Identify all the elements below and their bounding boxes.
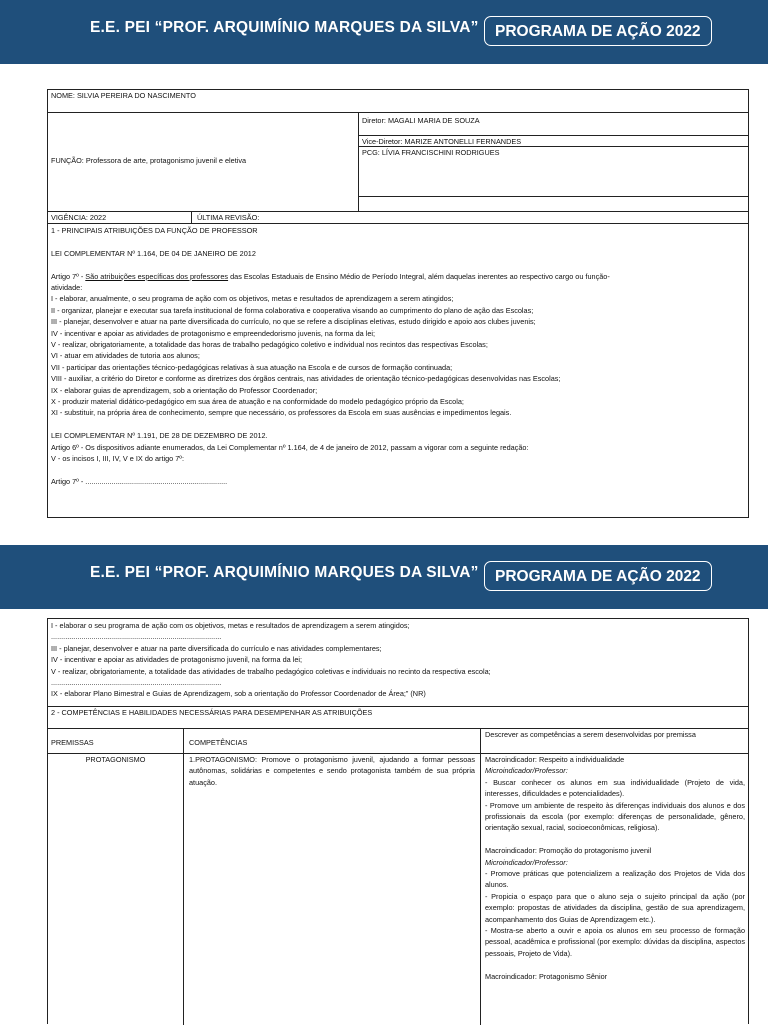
- atribuicao-item: XI - substituir, na própria área de conhecimento, sempre que necessário, os professores da Escola em suas ausências e impedimentos legais.: [51, 408, 512, 418]
- artigo7-cont: atividade:: [51, 283, 83, 292]
- diretor-field: Diretor: MAGALI MARIA DE SOUZA: [362, 116, 480, 125]
- section2-title: 2 - COMPETÊNCIAS E HABILIDADES NECESSÁRIAS PARA DESEMPENHAR AS ATRIBUIÇÕES: [51, 708, 373, 717]
- nome-row: [48, 90, 748, 113]
- macro2-title: Macroindicador: Promoção do protagonismo juvenil: [485, 846, 652, 856]
- lei1-title: LEI COMPLEMENTAR Nº 1.164, DE 04 DE JANEIRO DE 2012: [51, 248, 256, 258]
- funcao-row: [48, 113, 748, 212]
- vigencia-field: VIGÊNCIA: 2022: [51, 213, 107, 222]
- school-name-2: E.E. PEI “PROF. ARQUIMÍNIO MARQUES DA SILVA”: [90, 564, 479, 581]
- atribuicao-item: IX - elaborar guias de aprendizagem, sob a orientação do Professor Coordenador;: [51, 385, 318, 395]
- lei2-artigo6: Artigo 6º - Os dispositivos adiante enumerados, da Lei Complementar nº 1.164, de 4 de janeiro de 2012, passam a vigorar com a seguinte redação:: [51, 442, 529, 452]
- lei-line: IX - elaborar Plano Bimestral e Guias de Aprendizagem, sob a orientação do Professor Coordenador de Área;” (NR): [51, 689, 426, 699]
- competencia-text: 1.PROTAGONISMO: Promove o protagonismo juvenil, ajudando a formar pessoas autônomas, solidárias e competentes e sendo protagonista também de sua própria atuação.: [189, 755, 475, 787]
- atribuicao-item: VIII - auxiliar, a critério do Diretor e conforme as diretrizes dos órgãos centrais, nas atividades de orientação técnico-pedagógicas desenvolvidas nas Escolas;: [51, 374, 561, 384]
- vice-diretor-field: Vice-Diretor: MARIZE ANTONELLI FERNANDES: [362, 137, 522, 146]
- macro2-item: - Promove práticas que potencializem a realização dos Projetos de Vida dos alunos.: [485, 869, 745, 890]
- lei-line: ....................................................................................: [51, 632, 222, 642]
- atribuicao-item: II - organizar, planejar e executar sua tarefa institucional de forma colaborativa e cooperativa visando ao cumprimento do plano de ação das Escolas;: [51, 305, 534, 315]
- atribuicao-item: III - planejar, desenvolver e atuar na parte diversificada do currículo, no que se refere a disciplinas eletivas, estudo dirigido e apoio aos clubes juvenis;: [51, 317, 536, 327]
- atribuicao-item: X - produzir material didático-pedagógico em sua área de atuação e na conformidade do modelo pedagógico próprio da Escola;: [51, 397, 464, 407]
- atribuicao-item: IV - incentivar e apoiar as atividades de protagonismo e empreendedorismo juvenis, na forma da lei;: [51, 328, 376, 338]
- school-name: E.E. PEI “PROF. ARQUIMÍNIO MARQUES DA SILVA”: [90, 19, 479, 36]
- form-table-page2: [47, 618, 749, 1024]
- funcao-field: FUNÇÃO: Professora de arte, protagonismo juvenil e eletiva: [51, 156, 247, 165]
- macro2-item: - Mostra-se aberto a ouvir e apoia os alunos em seu processo de formação pessoal, acadêmica e profissional (por exemplo: dúvidas da disciplina, aspectos pessoais, Projeto de Vida).: [485, 926, 745, 958]
- atribuicao-item: V - realizar, obrigatoriamente, a totalidade das horas de trabalho pedagógico coletivo e individual nos recintos das respectivas Escolas;: [51, 340, 488, 350]
- macro2-item: - Propicia o espaço para que o aluno seja o sujeito principal da ação (por exemplo: propostas de atividades da disciplina, gestão de sua aprendizagem, acompanhamento dos Guias de Aprendizagem etc.).: [485, 891, 745, 924]
- section2-row: [48, 707, 748, 729]
- header-banner: [0, 0, 768, 64]
- vigencia-row: [48, 212, 748, 224]
- ultima-revisao-field: ÚLTIMA REVISÃO:: [197, 213, 260, 222]
- artigo7-intro: Artigo 7º - São atribuições específicas dos professores das Escolas Estaduais de Ensino Médio de Período Integral, além daquelas inerentes ao respectivo cargo ou função-: [51, 271, 610, 281]
- form-table-page1: [47, 89, 749, 518]
- micro-label: Microindicador/Professor:: [485, 766, 568, 776]
- table-header-row: [48, 729, 748, 754]
- lei-line: IV - incentivar e apoiar as atividades de protagonismo juvenil, na forma da lei;: [51, 655, 303, 665]
- premissa-protagonismo: PROTAGONISMO: [85, 755, 146, 764]
- macro3-title: Macroindicador: Protagonismo Sênior: [485, 971, 608, 981]
- direction-block: [359, 113, 748, 211]
- lei-line: V - realizar, obrigatoriamente, a totalidade das atividades de trabalho pedagógico coletivas e individuais no recinto da respectiva escola;: [51, 666, 491, 676]
- atribuicao-item: I - elaborar, anualmente, o seu programa de ação com os objetivos, metas e resultados de aprendizagem a serem atingidos;: [51, 294, 454, 304]
- col-descrever: Descrever as competências a serem desenvolvidas por premissa: [485, 730, 696, 739]
- nome-field: NOME: SILVIA PEREIRA DO NASCIMENTO: [51, 91, 196, 100]
- artigo7-underlined: São atribuições específicas dos professores: [85, 271, 229, 281]
- program-badge: PROGRAMA DE AÇÃO 2022: [484, 16, 712, 46]
- lei2-title: LEI COMPLEMENTAR Nº 1.191, DE 28 DE DEZEMBRO DE 2012.: [51, 431, 268, 441]
- lei-line: I - elaborar o seu programa de ação com os objetivos, metas e resultados de aprendizagem a serem atingidos;: [51, 621, 410, 630]
- atribuicao-item: VI - atuar em atividades de tutoria aos alunos;: [51, 351, 200, 361]
- atribuicoes-section: [48, 224, 748, 517]
- lei-continuation: [48, 619, 748, 707]
- descricao-cell: [482, 754, 748, 982]
- lei-line: ....................................................................................: [51, 678, 222, 688]
- macro1-item: - Buscar conhecer os alunos em sua individualidade (Projeto de vida, interesses, dificuldades e potencialidades).: [485, 777, 745, 799]
- macro1-title: Macroindicador: Respeito a individualidade: [485, 755, 625, 764]
- macro1-item: - Promove um ambiente de respeito às diferenças individuais dos alunos e dos profissionais da escola (por exemplo: diferenças de personalidade, gênero, orientação sexual, racial, socioeconômicas, religiosa).: [485, 800, 745, 833]
- header-banner-2: [0, 545, 768, 609]
- section1-title: 1 - PRINCIPAIS ATRIBUIÇÕES DA FUNÇÃO DE PROFESSOR: [51, 226, 258, 235]
- pcg-field: PCG: LÍVIA FRANCISCHINI RODRIGUES: [362, 148, 500, 157]
- col-competencias: COMPETÊNCIAS: [189, 738, 248, 747]
- micro-label: Microindicador/Professor:: [485, 857, 568, 867]
- table-row: [48, 754, 748, 1025]
- program-badge-2: PROGRAMA DE AÇÃO 2022: [484, 561, 712, 591]
- atribuicao-item: VII - participar das orientações técnico-pedagógicas relativas à sua atuação na Escola e de cursos de formação continuada;: [51, 362, 453, 372]
- artigo7-line: Artigo 7º - ......................................................................: [51, 476, 228, 486]
- lei-line: III - planejar, desenvolver e atuar na parte diversificada do currículo e nas atividades complementares;: [51, 643, 382, 653]
- lei2-incisos: V - os incisos I, III, IV, V e IX do artigo 7º:: [51, 454, 184, 464]
- col-premissas: PREMISSAS: [51, 738, 94, 747]
